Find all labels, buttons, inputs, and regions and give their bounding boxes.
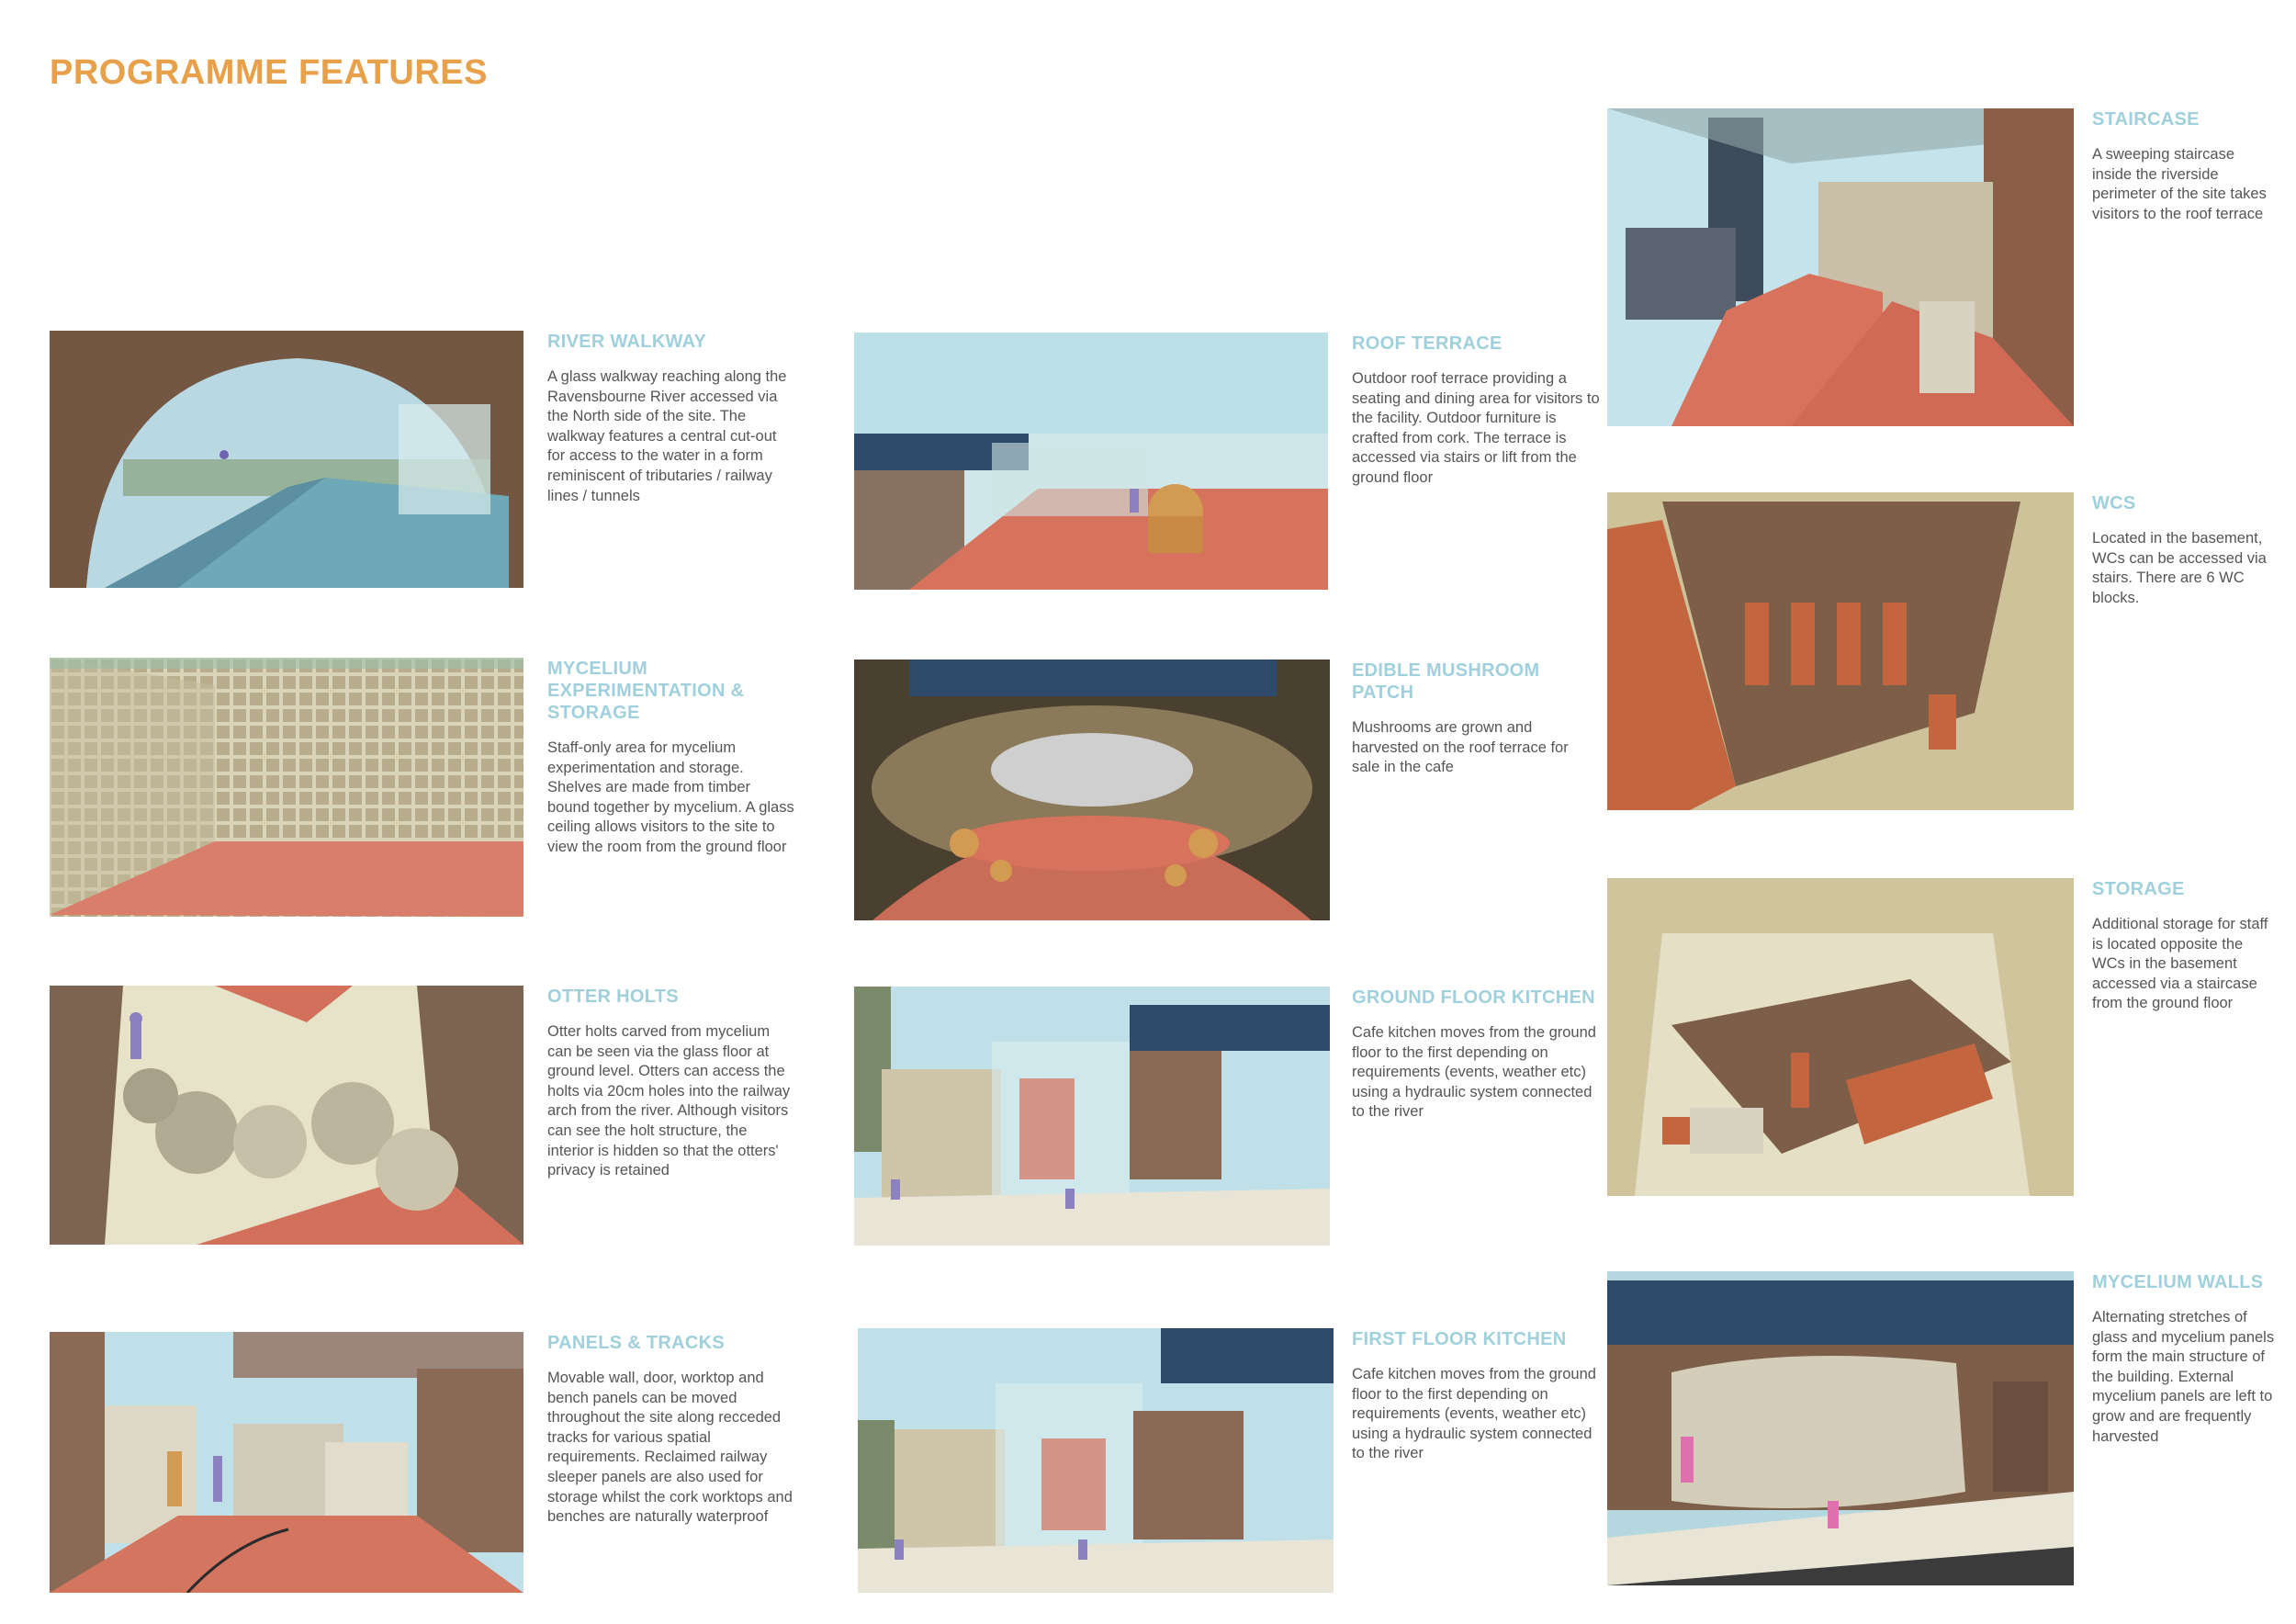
- feature-panels-tracks: [50, 1332, 793, 1593]
- mycelium-walls-description: Alternating stretches of glass and mycelium panels form the main structure of the building. External mycelium panels are left to grow and are frequently harvested: [2092, 1309, 2275, 1445]
- mushroom-patch-title: EDIBLE MUSHROOM PATCH: [1352, 660, 1540, 703]
- feature-staircase: [1607, 108, 2287, 426]
- feature-roof-terrace: [854, 333, 1600, 590]
- staircase-render: [1607, 108, 2074, 426]
- mushroom-patch-render: [854, 660, 1330, 920]
- mycelium-walls-render: [1607, 1271, 2074, 1585]
- storage-title: STORAGE: [2092, 879, 2185, 899]
- storage-render: [1607, 878, 2074, 1196]
- storage-description: Additional storage for staff is located opposite the WCs in the basement accessed via a staircase from the ground floor: [2092, 916, 2268, 1012]
- first-kitchen-title: FIRST FLOOR KITCHEN: [1352, 1329, 1567, 1349]
- otter-holts-render: [50, 986, 523, 1245]
- feature-first-kitchen: [854, 1328, 1596, 1593]
- mycelium-storage-title: MYCELIUM EXPERIMENTATION & STORAGE: [547, 659, 745, 723]
- feature-wcs: [1607, 492, 2287, 810]
- panels-tracks-description: Movable wall, door, worktop and bench panels can be moved throughout the site along recceded tracks for various spatial requirements. Reclaimed railway sleeper panels are also used for storage whilst the cork worktops and benches are naturally waterproof: [547, 1370, 793, 1526]
- otter-holts-description: Otter holts carved from mycelium can be seen via the glass floor at ground level. Otters can access the holts via 20cm holes into the railway arch from the river. Although visitors can see the holt structure, the interior is hidden so that the otters' privacy is retained: [547, 1023, 791, 1179]
- ground-kitchen-title: GROUND FLOOR KITCHEN: [1352, 987, 1595, 1008]
- river-walkway-description: A glass walkway reaching along the Ravensbourne River accessed via the North side of the site. The walkway features a central cut-out for access to the water in a form reminiscent of tributaries / railway lines / tunnels: [547, 368, 787, 504]
- otter-holts-title: OTTER HOLTS: [547, 987, 679, 1007]
- mycelium-storage-description: Staff-only area for mycelium experimentation and storage. Shelves are made from timber bound together by mycelium. A glass ceiling allows visitors to the site to view the room from the ground floor: [547, 739, 794, 855]
- feature-mycelium-walls: [1607, 1271, 2287, 1585]
- feature-mycelium-storage: [50, 658, 794, 917]
- wcs-description: Located in the basement, WCs can be accessed via stairs. There are 6 WC blocks.: [2092, 530, 2267, 606]
- panels-tracks-render: [50, 1332, 523, 1593]
- roof-terrace-render: [854, 333, 1328, 590]
- mushroom-patch-description: Mushrooms are grown and harvested on the roof terrace for sale in the cafe: [1352, 719, 1569, 776]
- ground-kitchen-render: [854, 987, 1330, 1246]
- feature-mushroom-patch: [854, 660, 1589, 920]
- feature-ground-kitchen: [854, 987, 1596, 1246]
- page-title: PROGRAMME FEATURES: [50, 53, 488, 92]
- feature-otter-holts: [50, 986, 791, 1245]
- river-walkway-render: [50, 331, 523, 588]
- roof-terrace-title: ROOF TERRACE: [1352, 333, 1503, 354]
- staircase-title: STAIRCASE: [2092, 109, 2200, 130]
- staircase-description: A sweeping staircase inside the riverside perimeter of the site takes visitors to the roof terrace: [2092, 146, 2267, 222]
- panels-tracks-title: PANELS & TRACKS: [547, 1333, 726, 1353]
- roof-terrace-description: Outdoor roof terrace providing a seating and dining area for visitors to the facility. Outdoor furniture is crafted from cork. The terrace is accessed via stairs or lift from the ground floor: [1352, 370, 1600, 486]
- feature-river-walkway: [50, 331, 787, 588]
- wcs-render: [1607, 492, 2074, 810]
- wcs-title: WCS: [2092, 493, 2136, 513]
- ground-kitchen-description: Cafe kitchen moves from the ground floor to the first depending on requirements (events, weather etc) using a hydraulic system connected to the river: [1352, 1024, 1596, 1121]
- feature-storage: [1607, 878, 2287, 1196]
- first-kitchen-description: Cafe kitchen moves from the ground floor to the first depending on requirements (events, weather etc) using a hydraulic system connected to the river: [1352, 1366, 1596, 1462]
- river-walkway-title: RIVER WALKWAY: [547, 332, 707, 352]
- first-kitchen-render: [858, 1328, 1334, 1593]
- mycelium-storage-render: [50, 658, 523, 917]
- mycelium-walls-title: MYCELIUM WALLS: [2092, 1272, 2264, 1292]
